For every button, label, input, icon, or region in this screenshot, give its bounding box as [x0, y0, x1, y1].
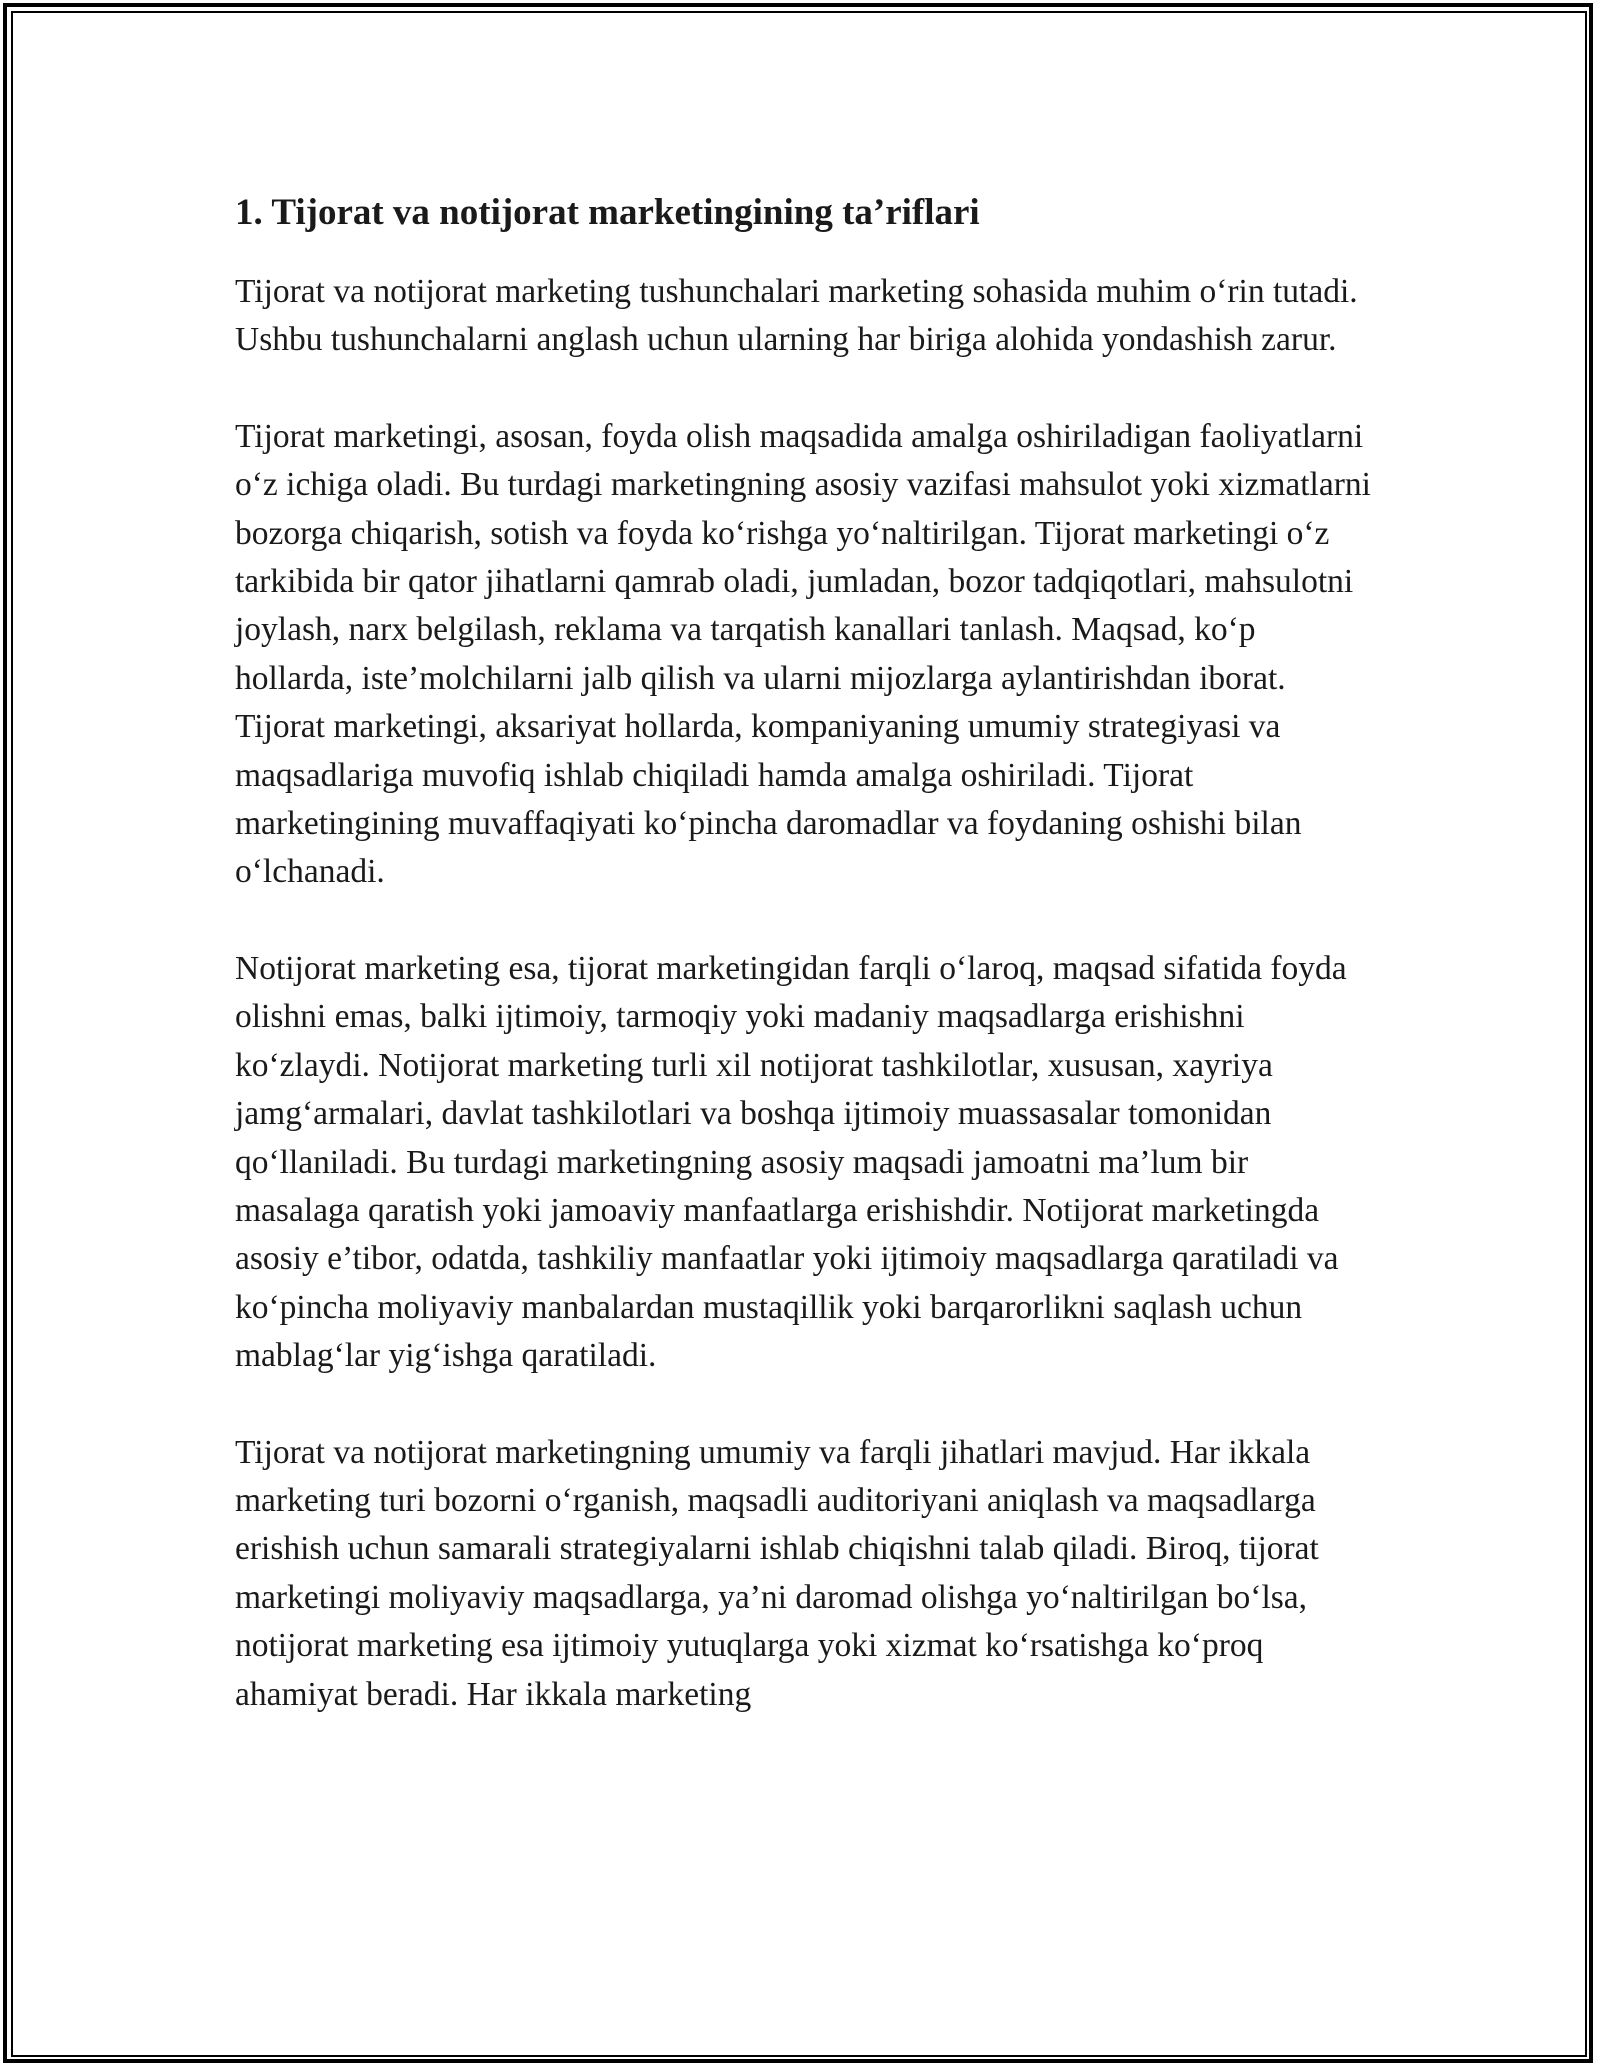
section-heading: 1. Tijorat va notijorat marketingining ta’riflari — [235, 192, 980, 233]
paragraph-commercial-marketing: Tijorat marketingi, asosan, foyda olish maqsadida amalga oshiriladigan faoliyatlarni o‘z ichiga oladi. Bu turdagi marketingning asosiy vazifasi mahsulot yoki xizmatlarni bozorga chiqarish, sotish va foyda ko‘rishga yo‘naltirilgan. Tijorat marketingi o‘z tarkibida bir qator jihatlarni qamrab oladi, jumladan, bozor tadqiqotlari, mahsulotni joylash, narx belgilash, reklama va tarqatish kanallari tanlash. Maqsad, ko‘p hollarda, iste’molchilarni jalb qilish va ularni mijozlarga aylantirishdan iborat. Tijorat marketingi, aksariyat hollarda, kompaniyaning umumiy strategiyasi va maqsadlariga muvofiq ishlab chiqiladi hamda amalga oshiriladi. Tijorat marketingining muvaffaqiyati ko‘pincha daromadlar va foydaning oshishi bilan o‘lchanadi. — [235, 417, 1371, 891]
document-body — [235, 188, 1375, 1767]
paragraph-noncommercial-marketing: Notijorat marketing esa, tijorat marketingidan farqli o‘laroq, maqsad sifatida foyda olishni emas, balki ijtimoiy, tarmoqiy yoki madaniy maqsadlarga erishishni ko‘zlaydi. Notijorat marketing turli xil notijorat tashkilotlar, xususan, xayriya jamg‘armalari, davlat tashkilotlari va boshqa ijtimoiy muassasalar tomonidan qo‘llaniladi. Bu turdagi marketingning asosiy maqsadi jamoatni ma’lum bir masalaga qaratish yoki jamoaviy manfaatlarga erishishdir. Notijorat marketingda asosiy e’tibor, odatda, tashkiliy manfaatlar yoki ijtimoiy maqsadlarga qaratiladi va ko‘pincha moliyaviy manbalardan mustaqillik yoki barqarorlikni saqlash uchun mablag‘lar yig‘ishga qaratiladi. — [235, 949, 1347, 1375]
paragraph-intro: Tijorat va notijorat marketing tushunchalari marketing sohasida muhim o‘rin tutadi. Ushbu tushunchalarni anglash uchun ularning har biriga alohida yondashish zarur. — [235, 273, 1358, 359]
paragraph-comparison: Tijorat va notijorat marketingning umumiy va farqli jihatlari mavjud. Har ikkala marketing turi bozorni o‘rganish, maqsadli auditoriyani aniqlash va maqsadlarga erishish uchun samarali strategiyalarni ishlab chiqishni talab qiladi. Biroq, tijorat marketingi moliyaviy maqsadlarga, ya’ni daromad olishga yo‘naltirilgan bo‘lsa, notijorat marketing esa ijtimoiy yutuqlarga yoki xizmat ko‘rsatishga ko‘proq ahamiyat beradi. Har ikkala marketing — [235, 1433, 1319, 1713]
